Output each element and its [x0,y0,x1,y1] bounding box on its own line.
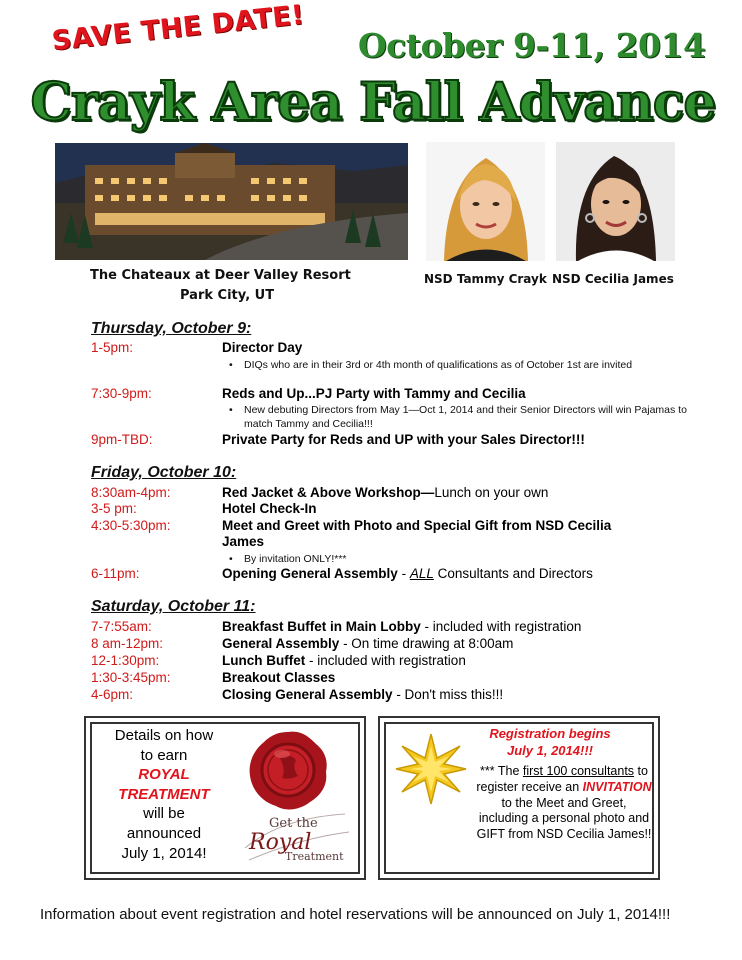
saturday-heading: Saturday, October 11: [91,598,256,615]
registration-first-100: first 100 consultants [522,764,635,778]
tammy-portrait-illustration [426,142,545,261]
schedule-description-rest: Lunch on your own [434,485,549,500]
friday-heading: Friday, October 10: [91,464,237,481]
schedule-time: 3-5 pm: [91,501,137,516]
schedule-description-rest: Consultants and Directors [433,566,593,581]
schedule-time: 8 am-12pm: [91,636,164,651]
royal-line: announced [126,824,202,842]
schedule-time: 1:30-3:45pm: [91,670,171,685]
registration-heading: Registration begins [489,726,611,741]
schedule-time: 4-6pm: [91,687,134,702]
registration-body-rest: to the Meet and Greet, including a personal photo and GIFT from NSD Cecilia James!! [476,795,652,842]
resort-name: The Chateaux at Deer Valley Resort [90,268,351,283]
resort-illustration [55,143,408,260]
royal-line: will be [143,805,185,823]
tammy-caption: NSD Tammy Crayk [424,272,547,286]
script-get-the: Get the [269,816,318,831]
schedule-description-emphasis: ALL [409,566,434,581]
schedule-description: Breakout Classes [222,670,336,685]
registration-body-pre: *** The [480,764,523,778]
schedule-description [222,636,692,652]
schedule-time: 4:30-5:30pm: [91,518,171,533]
schedule-description [222,687,692,703]
save-the-date-heading: SAVE THE DATE! [50,0,306,57]
schedule-note: • New debuting Directors from May 1—Oct 1, 2014 and their Senior Directors will win Pajamas to match Tammy and Cecilia!!! [229,403,704,431]
schedule-description-rest: - On time drawing at 8:00am [339,636,514,651]
schedule-description-bold: Lunch Buffet [222,653,306,668]
schedule-time: 7:30-9pm: [91,386,152,401]
royal-line: Details on how [114,727,214,744]
schedule-description-bold: General Assembly [222,636,340,651]
royal-line: July 1, 2014! [121,844,207,862]
schedule-description-bold: Red Jacket & Above Workshop— [222,485,435,500]
resort-location: Park City, UT [180,288,275,303]
schedule-time: 8:30am-4pm: [91,485,171,500]
cecilia-portrait-illustration [556,142,675,261]
thursday-heading: Thursday, October 9: [91,320,252,337]
schedule-description [222,485,692,501]
royal-emphasis: ROYAL [138,766,190,784]
event-dates: October 9-11, 2014 [358,26,706,65]
script-royal: Royal [249,830,312,855]
cecilia-caption: NSD Cecilia James [552,272,674,286]
schedule-note: • DIQs who are in their 3rd or 4th month of qualifications as of October 1st are invited [229,358,704,372]
schedule-description-separator: - [397,566,410,581]
registration-body [476,764,652,843]
schedule-description-rest: - included with registration [420,619,582,634]
registration-date: July 1, 2014!!! [507,743,593,758]
schedule-description-bold: Closing General Assembly [222,687,393,702]
schedule-description: Meet and Greet with Photo and Special Gift from NSD Cecilia James [222,518,612,549]
schedule-description: Director Day [222,340,303,355]
resort-photo [55,143,408,260]
schedule-time: 7-7:55am: [91,619,152,634]
schedule-description [222,566,692,582]
schedule-description [222,619,692,635]
royal-treatment-box [84,716,366,880]
schedule-note: • By invitation ONLY!*** [229,552,704,566]
royal-treatment-text [94,726,234,863]
schedule-description-rest: - Don't miss this!!! [392,687,504,702]
registration-body-mid: to register receive an [476,764,648,794]
treatment-emphasis: TREATMENT [118,785,210,803]
schedule-description: Private Party for Reds and UP with your Sales Director!!! [222,432,585,447]
footer-note: Information about event registration and hotel reservations will be announced on July 1, 2014!!! [40,906,671,923]
wax-seal-icon [246,728,330,812]
schedule-description-bold: Opening General Assembly [222,566,398,581]
registration-box [378,716,660,880]
schedule-time: 9pm-TBD: [91,432,153,447]
schedule-time: 6-11pm: [91,566,140,581]
royal-treatment-script [241,808,353,868]
cecilia-james-photo [556,142,675,261]
registration-invitation: INVITATION [582,779,652,794]
schedule-time: 1-5pm: [91,340,134,355]
event-title: Crayk Area Fall Advance [30,72,716,133]
script-treatment: Treatment [285,850,344,863]
tammy-crayk-photo [426,142,545,261]
schedule-description-rest: - included with registration [305,653,466,668]
schedule-description: Hotel Check-In [222,501,317,516]
schedule-time: 12-1:30pm: [91,653,160,668]
schedule-description [222,653,692,669]
schedule-description: Reds and Up...PJ Party with Tammy and Cecilia [222,386,526,401]
royal-line: to earn [140,746,188,764]
schedule-description-bold: Breakfast Buffet in Main Lobby [222,619,421,634]
